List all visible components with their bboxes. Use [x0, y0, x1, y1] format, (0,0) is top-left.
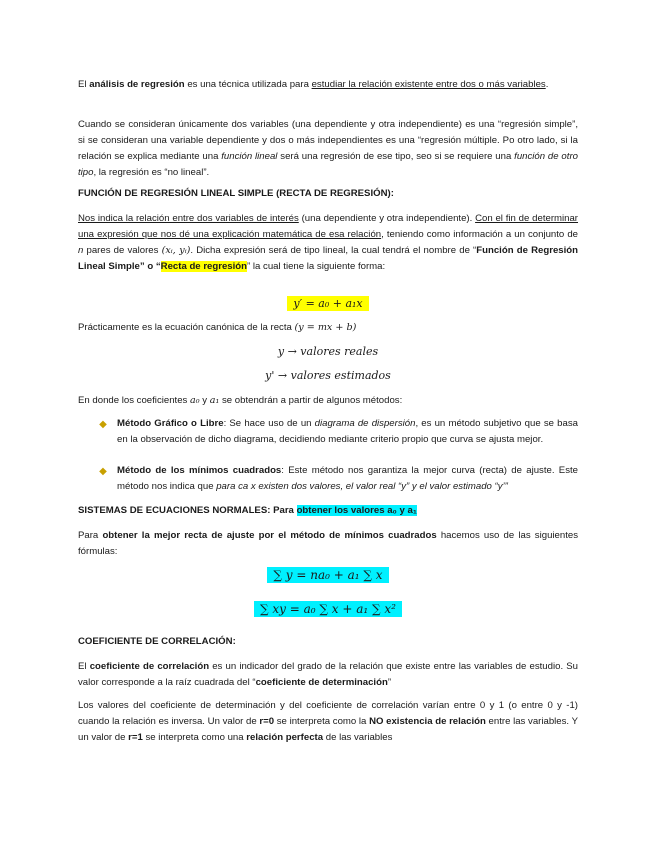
bullet-title: Método Gráfico o Libre [117, 418, 224, 429]
section-heading-correlacion: COEFICIENTE DE CORRELACIÓN: [78, 636, 236, 647]
text-run: Para [78, 530, 103, 541]
equation-recta [78, 296, 578, 311]
text-run: se interpreta como la [274, 716, 370, 727]
math-expression: (y = mx + b) [294, 322, 357, 333]
italic-term: función lineal [221, 151, 278, 162]
text-run: se interpreta como una [142, 732, 247, 743]
highlighted-equation: y′ = a₀ + a₁x [287, 296, 368, 311]
intro-paragraph [78, 77, 578, 93]
text-run: pares de valores [83, 245, 162, 256]
bold-term: coeficiente de correlación [89, 661, 210, 672]
coefficients-paragraph [78, 393, 578, 409]
equation-valores-estimados: y' → valores estimados [265, 369, 391, 382]
normal-equations-paragraph [78, 528, 578, 560]
math-n: n [78, 245, 84, 256]
italic-term: diagrama de dispersión [314, 418, 416, 429]
bold-term: Función de Regresión Lineal Simple [78, 245, 579, 272]
text-run: : Se hace uso de un [223, 418, 315, 429]
bullet-metodo-grafico [117, 416, 578, 448]
equation-normal-1 [78, 567, 578, 583]
text-run: : Este método nos garantiza la mejor curva (recta) de ajuste. Este método nos indica que [117, 465, 578, 492]
types-paragraph [78, 117, 578, 181]
highlighted-term: Recta de regresión [160, 261, 248, 272]
text-run: ” la cual tiene la siguiente forma: [247, 261, 386, 272]
highlighted-equation: ∑ xy = a₀ ∑ x + a₁ ∑ x² [254, 601, 402, 617]
bullet-icon: ◆ [99, 466, 107, 477]
text-run: , teniendo como información a un conjunto de [381, 229, 578, 240]
section-heading-regresion-lineal: FUNCIÓN DE REGRESIÓN LINEAL SIMPLE (RECTA DE REGRESIÓN): [78, 188, 394, 199]
bold-term: NO existencia de relación [369, 716, 486, 727]
bold-term: obtener la mejor recta de ajuste por el método de mínimos cuadrados [102, 530, 437, 541]
text-run: El [78, 79, 90, 90]
underlined-text: Nos indica la relación entre dos variables de interés [78, 213, 299, 224]
bullet-icon: ◆ [99, 419, 107, 430]
bold-term: coeficiente de determinación [255, 677, 388, 688]
text-run: Prácticamente es la ecuación canónica de la recta [78, 322, 295, 333]
text-run: entre las variables. Y un valor de [78, 716, 578, 743]
text-run: de las variables [323, 732, 393, 743]
text-run: Cuando se consideran únicamente dos variables (una dependiente y otra independiente) es una “regresión simple”, si se consideran una variable dependiente y dos o más independientes es una “regresión múltiple. Po otro lado, si la relación se explica mediante una [78, 119, 578, 162]
text-run: será una regresión de ese tipo, seo si se requiere una [277, 151, 515, 162]
math-a0: a₀ [190, 395, 200, 406]
correlation-values-paragraph [78, 698, 578, 746]
text-run: El [78, 661, 90, 672]
highlighted-equation: ∑ y = na₀ + a₁ ∑ x [267, 567, 388, 583]
bullet-minimos-cuadrados [117, 463, 578, 495]
text-run: , es un método subjetivo que se basa en la observación de dicho diagrama, decidiendo mediante criterio propio que curva se ajusta mejor. [117, 418, 578, 445]
italic-term: función de otro tipo [78, 151, 578, 178]
bullet-title: Método de los mínimos cuadrados [117, 465, 282, 476]
section-heading-sistemas [78, 503, 578, 519]
underlined-text: Con el fin de determinar una expresión que nos dé una explicación matemática de esa relación [78, 213, 579, 240]
equation-normal-2 [78, 601, 578, 617]
text-run: es una técnica utilizada para [184, 79, 312, 90]
text-run: y [199, 395, 210, 406]
equation-valores-reales: y → valores reales [277, 345, 379, 358]
bold-term: r=1 [128, 732, 143, 743]
text-run: es un indicador del grado de la relación que existe entre las variables de estudio. Su valor corresponde a la raíz cuadrada del “ [78, 661, 579, 688]
text-run: hacemos uso de las siguientes fórmulas: [78, 530, 579, 557]
text-run: SISTEMAS DE ECUACIONES NORMALES: Para [78, 505, 297, 516]
bold-term: relación perfecta [246, 732, 324, 743]
text-run: ” [387, 677, 392, 688]
math-a1: a₁ [209, 395, 220, 406]
underlined-definition: estudiar la relación existente entre dos o más variables [311, 79, 546, 90]
italic-term: para ca x existen dos valores, el valor real “y” y el valor estimado “y’” [216, 481, 508, 492]
text-run: (una dependiente y otra independiente). [298, 213, 476, 224]
term-analisis-regresion: análisis de regresión [89, 79, 185, 90]
highlighted-term: obtener los valores a₀ y a₁ [296, 505, 417, 516]
correlation-paragraph [78, 659, 578, 691]
text-run: se obtendrán a partir de algunos métodos: [219, 395, 403, 406]
regression-definition-paragraph [78, 211, 578, 275]
text-run: . Dicha expresión será de tipo lineal, la cual tendrá el nombre de “ [190, 245, 477, 256]
text-run: , la regresión es “no lineal”. [93, 167, 210, 178]
text-run: ” o “ [139, 261, 161, 272]
text-run: En donde los coeficientes [78, 395, 191, 406]
text-run: Los valores del coeficiente de determinación y del coeficiente de correlación varían entre 0 y 1 (o entre 0 y -1) cuando la relación es inversa. Un valor de [78, 700, 578, 727]
math-pair: (xᵢ, yᵢ) [161, 245, 191, 256]
text-run: . [545, 79, 549, 90]
canonical-paragraph [78, 320, 578, 336]
bold-term: r=0 [259, 716, 275, 727]
